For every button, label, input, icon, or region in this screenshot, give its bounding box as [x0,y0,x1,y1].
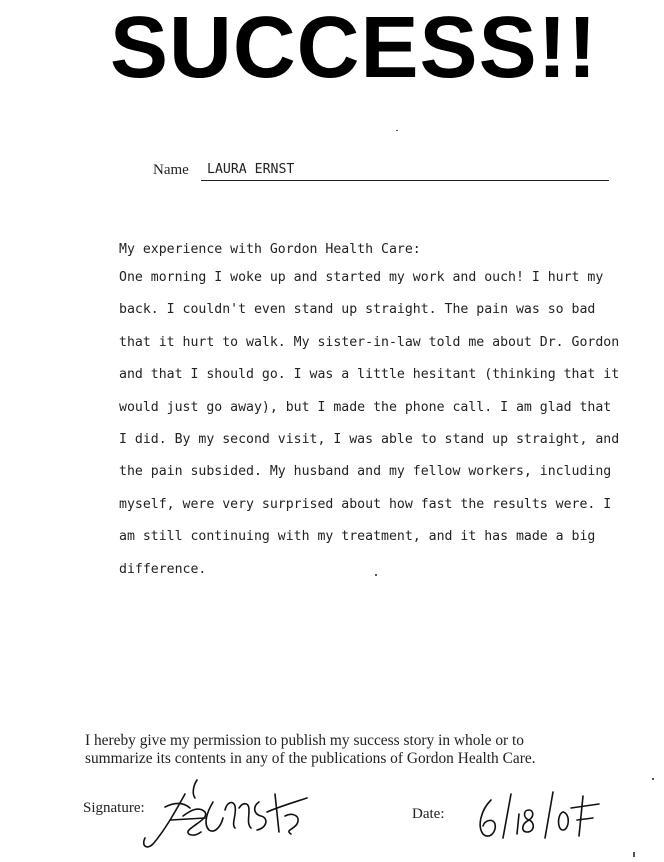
permission-statement [85,732,625,768]
handwritten-date [475,788,605,848]
testimonial-line: the pain subsided. My husband and my fellow workers, including [119,464,612,480]
headline: SUCCESS!! [110,0,598,96]
testimonial-body [119,238,649,586]
testimonial-line: am still continuing with my treatment, and it has made a big [119,529,596,545]
name-underline [201,180,609,181]
name-label: Name [153,162,189,178]
testimonial-line: I did. By my second visit, I was able to stand up straight, and [119,431,620,447]
testimonial-line: and that I should go. I was a little hesitant (thinking that it [119,367,620,383]
testimonial-line: back. I couldn't even stand up straight. The pain was so bad [119,302,596,318]
handwritten-signature [135,772,315,852]
testimonial-line: would just go away), but I made the phone call. I am glad that [119,399,612,415]
scan-speck [375,574,377,576]
testimonial-line: that it hurt to walk. My sister-in-law told me about Dr. Gordon [119,334,620,350]
scan-speck [652,778,654,780]
name-field [153,158,613,184]
permission-line: I hereby give my permission to publish my success story in whole or to [85,732,525,749]
testimonial-line: One morning I woke up and started my work and ouch! I hurt my [119,270,604,285]
testimonial-heading: My experience with Gordon Health Care: [119,242,421,257]
name-value: LAURA ERNST [207,162,295,177]
signature-label: Signature: [83,800,145,816]
testimonial-line: myself, were very surprised about how fast the results were. I [119,496,612,512]
testimonial-line: difference. [119,561,207,577]
scan-speck [633,852,635,857]
permission-line: summarize its contents in any of the publications of Gordon Health Care. [85,750,536,767]
date-label: Date: [412,806,445,822]
scan-speck [396,130,398,131]
